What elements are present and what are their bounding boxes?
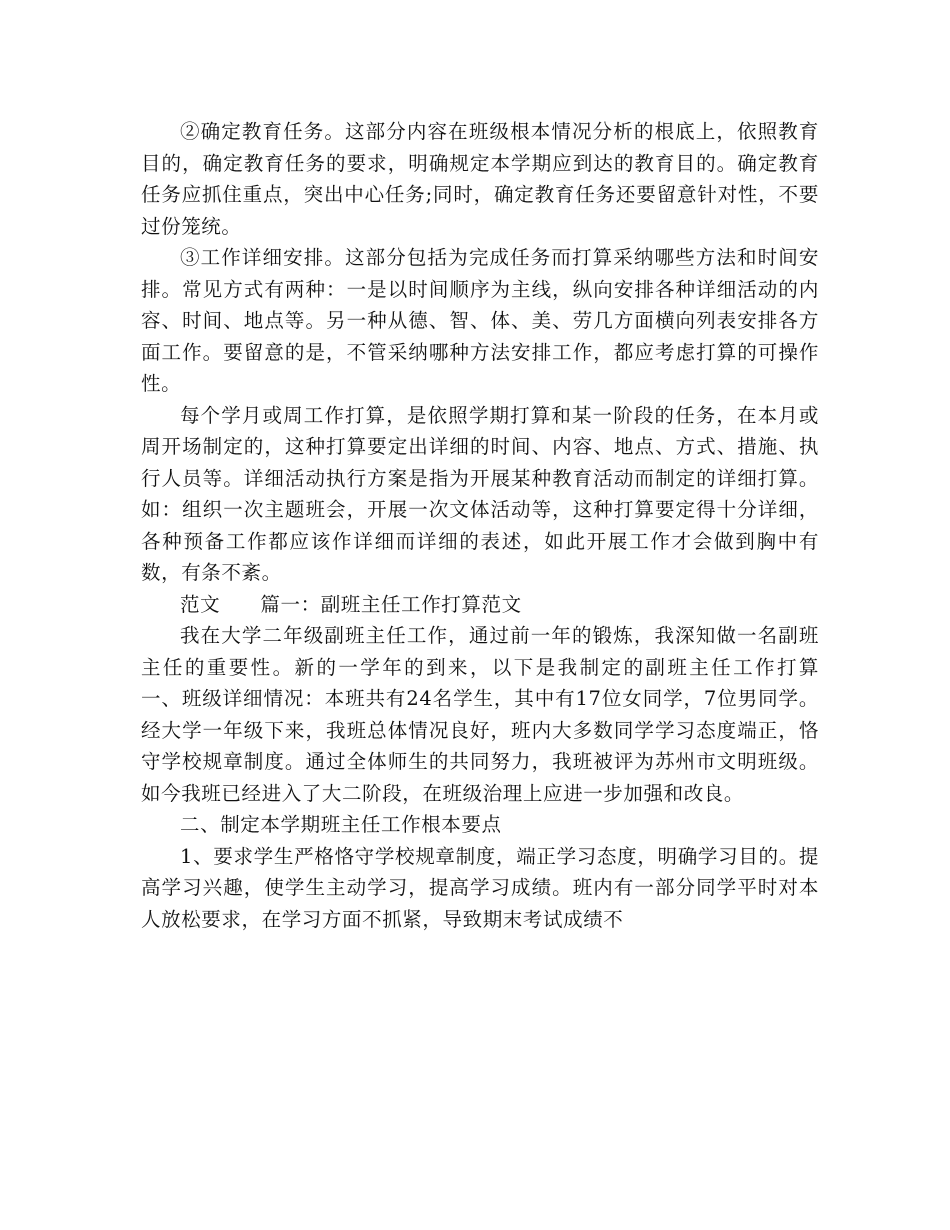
paragraph-point-one: 1、要求学生严格恪守学校规章制度，端正学习态度，明确学习目的。提高学习兴趣，使学生主动学习，提高学习成绩。班内有一部分同学平时对本人放松要求，在学习方面不抓紧，导致期末考试成绩不 [141,844,819,931]
section-heading-sample: 范文 篇一：副班主任工作打算范文 [180,592,522,616]
document-page [141,116,860,935]
paragraph-work-arrangement: ③工作详细安排。这部分包括为完成任务而打算采纳哪些方法和时间安排。常见方式有两种：一是以时间顺序为主线，纵向安排各种详细活动的内容、时间、地点等。另一种从德、智、体、美、劳几方面横向列表安排各方面工作。要留意的是，不管采纳哪种方法安排工作，都应考虑打算的可操作性。 [141,246,819,395]
paragraph-education-tasks: ②确定教育任务。这部分内容在班级根本情况分析的根底上，依照教育目的，确定教育任务的要求，明确规定本学期应到达的教育目的。确定教育任务应抓住重点，突出中心任务;同时，确定教育任务还要留意针对性，不要过份笼统。 [141,120,819,238]
section-heading-key-points: 二、制定本学期班主任工作根本要点 [180,813,502,836]
paragraph-class-situation: 我在大学二年级副班主任工作，通过前一年的锻炼，我深知做一名副班主任的重要性。新的一学年的到来，以下是我制定的副班主任工作打算 一、班级详细情况：本班共有24名学生，其中有17位女同学，7位男同学。经大学一年级下来，我班总体情况良好，班内大多数同学学习态度端正，恪守学校规章制度。通过全体师生的共同努力，我班被评为苏州市文明班级。如今我班已经进入了大二阶段，在班级治理上应进一步加强和改良。 [141,624,860,805]
paragraph-monthly-plan: 每个学月或周工作打算，是依照学期打算和某一阶段的任务，在本月或周开场制定的，这种打算要定出详细的时间、内容、地点、方式、措施、执行人员等。详细活动执行方案是指为开展某种教育活动而制定的详细打算。如：组织一次主题班会，开展一次文体活动等，这种打算要定得十分详细，各种预备工作都应该作详细而详细的表述，如此开展工作才会做到胸中有数，有条不紊。 [141,403,819,584]
